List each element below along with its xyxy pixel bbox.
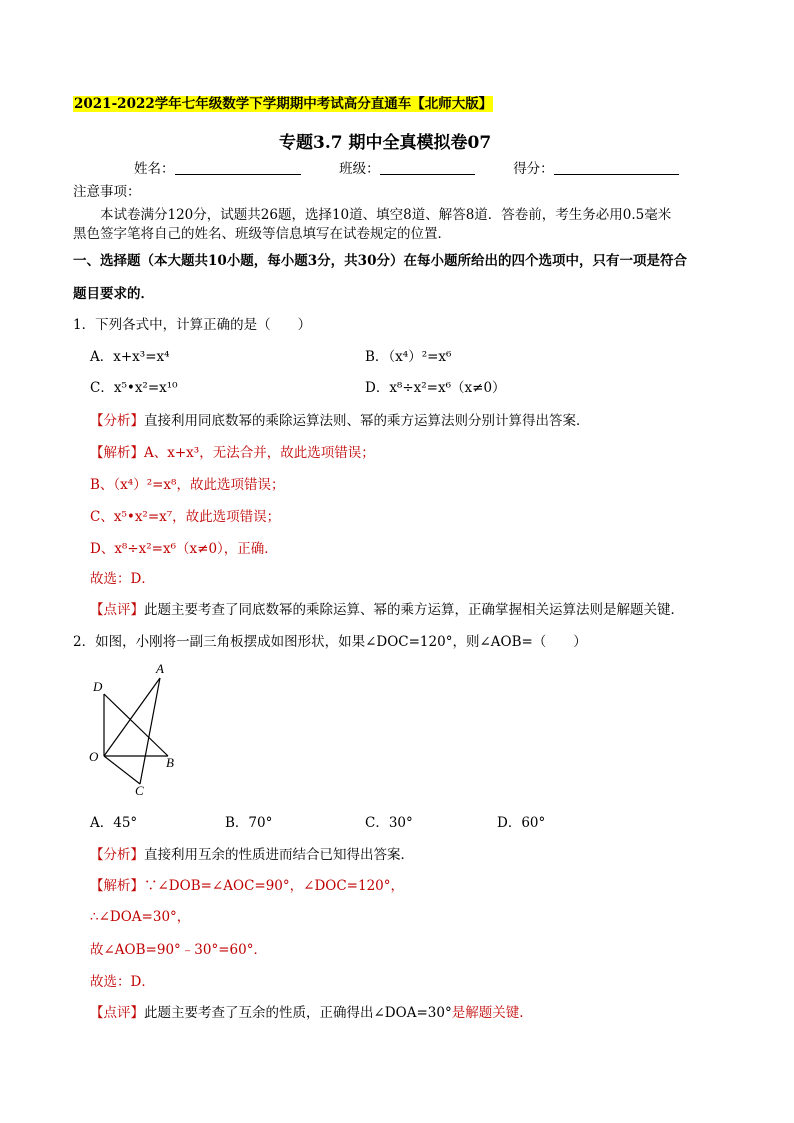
q2-analysis-tag: 【分析】: [90, 847, 144, 863]
figure-lines: [104, 678, 168, 784]
q2-solution-tag: 【解析】: [90, 878, 144, 894]
q1-analysis-text: 直接利用同底数幂的乘除运算法则、幂的乘方运算法则分别计算得出答案．: [144, 413, 590, 429]
page-title: 专题3.7 期中全真模拟卷07: [279, 133, 492, 153]
q2-option-d: D．60°: [497, 815, 546, 831]
q2-comment-text: 此题主要考查了互余的性质，正确得出∠DOA=30°: [144, 1005, 452, 1021]
line-DB: [104, 694, 168, 756]
section-heading-line-1: 一、选择题（本大题共10小题，每小题3分，共30分）在每小题所给出的四个选项中，只有一项是符合: [73, 253, 687, 269]
section-heading-line-2: 题目要求的．: [73, 286, 154, 302]
q1-solution-a-text: A、x+x³，无法合并，故此选项错误；: [144, 445, 375, 461]
q1-solution-b: B、（x⁴）²=x⁸，故此选项错误；: [90, 477, 285, 493]
class-label: 班级：: [339, 161, 380, 177]
q1-solution-a: [90, 444, 375, 462]
q2-comment: [90, 1004, 524, 1022]
q1-comment-tag: 【点评】: [90, 602, 144, 618]
name-label: 姓名：: [134, 161, 175, 177]
q1-comment-text: 此题主要考查了同底数幂的乘除运算、幂的乘方运算，正确掌握相关运算法则是解题关键．: [144, 602, 684, 618]
label-O: O: [89, 749, 99, 764]
name-field: [175, 161, 301, 175]
notice-line-1: 本试卷满分120分，试题共26题，选择10道、填空8道、解答8道．答卷前，考生务必用0.5毫米: [100, 207, 672, 223]
label-C: C: [135, 783, 144, 798]
notice-heading: 注意事项：: [73, 184, 141, 200]
label-D: D: [93, 679, 103, 694]
q2-solution-1: [90, 877, 404, 895]
q2-option-c: C．30°: [365, 815, 413, 831]
series-header-text: 2021-2022学年七年级数学下学期期中考试高分直通车【北师大版】: [74, 96, 493, 112]
q2-comment-tag: 【点评】: [90, 1005, 144, 1021]
q2-option-a: A．45°: [90, 815, 138, 831]
notice-line-2: 黑色签字笔将自己的姓名、班级等信息填写在试卷规定的位置．: [73, 226, 451, 242]
q1-analysis-tag: 【分析】: [90, 413, 144, 429]
q1-option-a: A．x+x³=x⁴: [90, 349, 170, 365]
q2-solution-2: ∴∠DOA=30°，: [90, 909, 191, 925]
q1-stem: 1．下列各式中，计算正确的是（ ）: [73, 317, 312, 333]
student-info-row: [134, 160, 679, 178]
line-OA: [104, 678, 160, 756]
q1-option-c: C．x⁵•x²=x¹⁰: [90, 380, 178, 396]
triangle-rulers-figure: [80, 658, 190, 798]
q1-choose: 故选：D．: [90, 571, 155, 587]
line-OC: [104, 756, 140, 784]
label-B: B: [166, 755, 174, 770]
q2-solution-3: 故∠AOB=90°﹣30°=60°．: [90, 942, 267, 958]
q1-comment: [90, 601, 684, 619]
q2-stem: 2．如图，小刚将一副三角板摆成如图形状，如果∠DOC=120°，则∠AOB=（ ）: [73, 634, 587, 650]
q1-solution-tag: 【解析】: [90, 445, 144, 461]
q1-solution-d: D、x⁸÷x²=x⁶（x≠0），正确．: [90, 541, 278, 557]
q1-option-b: B．（x⁴）²=x⁶: [365, 349, 452, 365]
q2-solution-1-text: ∵∠DOB=∠AOC=90°，∠DOC=120°，: [144, 878, 404, 894]
q2-analysis: [90, 846, 414, 864]
series-header: [73, 95, 493, 113]
q2-option-b: B．70°: [225, 815, 273, 831]
class-field: [380, 161, 475, 175]
q2-choose: 故选：D．: [90, 974, 155, 990]
q1-solution-c: C、x⁵•x²=x⁷，故此选项错误；: [90, 509, 281, 525]
q2-analysis-text: 直接利用互余的性质进而结合已知得出答案．: [144, 847, 414, 863]
q1-option-d: D．x⁸÷x²=x⁶（x≠0）: [365, 380, 506, 396]
q2-comment-emphasis: 是解题关键.: [451, 1005, 524, 1021]
score-label: 得分：: [513, 161, 554, 177]
q1-analysis: [90, 412, 590, 430]
score-field: [554, 161, 679, 175]
label-A: A: [156, 661, 164, 676]
